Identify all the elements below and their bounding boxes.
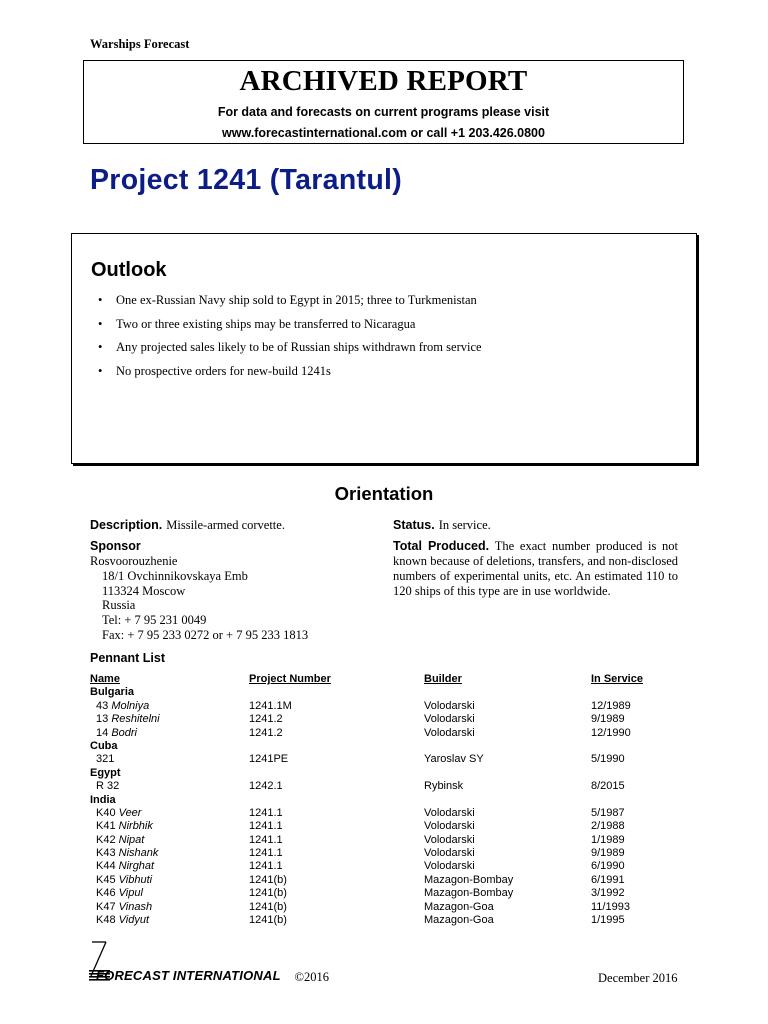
country-name: India bbox=[90, 793, 116, 806]
ship-name: Nirghat bbox=[118, 860, 155, 873]
pennant-number: R 32 bbox=[96, 780, 120, 793]
publication-header: Warships Forecast bbox=[90, 37, 190, 51]
outlook-list bbox=[95, 293, 482, 387]
country-name: Egypt bbox=[90, 766, 121, 779]
bullet-icon: • bbox=[98, 293, 103, 307]
in-service-cell: 1/1989 bbox=[591, 833, 625, 846]
project-number-cell: 1241(b) bbox=[249, 873, 287, 886]
sponsor-block bbox=[90, 539, 308, 643]
pennant-number: 13 bbox=[96, 713, 109, 726]
builder-cell: Volodarski bbox=[424, 833, 475, 846]
sponsor-address bbox=[90, 554, 308, 643]
outlook-item-text: Any projected sales likely to be of Russian ships withdrawn from service bbox=[116, 340, 482, 354]
ship-name: Veer bbox=[118, 806, 142, 819]
outlook-item-text: One ex-Russian Navy ship sold to Egypt in 2015; three to Turkmenistan bbox=[116, 293, 477, 307]
pennant-number: K48 bbox=[96, 914, 116, 927]
bullet-icon: • bbox=[98, 316, 103, 331]
ship-name-cell bbox=[90, 874, 152, 887]
project-number-cell: 1241.1 bbox=[249, 820, 283, 833]
ship-name: Vidyut bbox=[118, 914, 150, 927]
project-number-cell: 1241.1M bbox=[249, 699, 292, 712]
project-number-cell: 1242.1 bbox=[249, 780, 283, 793]
in-service-cell: 3/1992 bbox=[591, 887, 625, 900]
pennant-number: K41 bbox=[96, 820, 116, 833]
builder-cell: Volodarski bbox=[424, 860, 475, 873]
column-header-name: Name bbox=[90, 673, 120, 685]
project-number-cell: 1241.2 bbox=[249, 713, 283, 726]
sponsor-line: 18/1 Ovchinnikovskaya Emb bbox=[102, 568, 248, 583]
project-number-cell: 1241.1 bbox=[249, 847, 283, 860]
description-field bbox=[90, 516, 285, 534]
ship-name-cell bbox=[90, 834, 144, 847]
in-service-cell: 6/1990 bbox=[591, 860, 625, 873]
sponsor-line: Rosvoorouzhenie bbox=[90, 554, 178, 568]
status-label: Status. bbox=[393, 518, 435, 532]
builder-cell: Volodarski bbox=[424, 713, 475, 726]
pennant-number: K47 bbox=[96, 900, 116, 913]
description-value: Missile-armed corvette. bbox=[166, 518, 285, 532]
total-produced-label: Total Produced. bbox=[393, 539, 490, 553]
project-number-cell: 1241.2 bbox=[249, 726, 283, 739]
ship-name: Nishank bbox=[118, 847, 159, 860]
in-service-cell: 9/1989 bbox=[591, 847, 625, 860]
pennant-list-heading: Pennant List bbox=[90, 651, 166, 665]
in-service-cell: 5/1990 bbox=[591, 753, 625, 766]
pennant-number: K45 bbox=[96, 873, 116, 886]
column-header-project-number: Project Number bbox=[249, 673, 331, 685]
ship-name-cell bbox=[90, 713, 160, 726]
pennant-number: K46 bbox=[96, 887, 116, 900]
in-service-cell: 6/1991 bbox=[591, 873, 625, 886]
ship-name-cell bbox=[90, 914, 149, 927]
ship-name: Reshitelni bbox=[111, 713, 160, 726]
ship-name-cell bbox=[90, 860, 154, 873]
project-number-cell: 1241.1 bbox=[249, 806, 283, 819]
in-service-cell: 2/1988 bbox=[591, 820, 625, 833]
ship-name-cell bbox=[90, 727, 137, 740]
outlook-item bbox=[95, 293, 482, 308]
archived-report-box bbox=[83, 60, 684, 144]
project-number-cell: 1241PE bbox=[249, 753, 289, 766]
sponsor-line: Fax: + 7 95 233 0272 or + 7 95 233 1813 bbox=[102, 627, 309, 642]
outlook-item-text: No prospective orders for new-build 1241s bbox=[116, 363, 331, 378]
builder-cell: Volodarski bbox=[424, 726, 475, 739]
builder-cell: Mazagon-Bombay bbox=[424, 873, 514, 886]
total-produced-value: The exact number produced is not known because of deletions, transfers, and non-disclosed numbers of experimental units, etc. An estimated 110 to 120 ships of this type are in use worldwide. bbox=[393, 539, 678, 598]
pennant-number: K40 bbox=[96, 806, 116, 819]
status-value: In service. bbox=[438, 518, 491, 532]
ship-name: Vipul bbox=[118, 887, 143, 900]
logo-wordmark: FORECAST INTERNATIONAL bbox=[96, 968, 281, 983]
ship-name: Nirbhik bbox=[118, 820, 153, 833]
outlook-item bbox=[95, 340, 482, 355]
ship-name-cell bbox=[90, 887, 143, 900]
ship-name-cell bbox=[90, 820, 153, 833]
page-title: Project 1241 (Tarantul) bbox=[90, 164, 403, 196]
project-number-cell: 1241(b) bbox=[249, 900, 287, 913]
builder-cell: Volodarski bbox=[424, 806, 475, 819]
ship-name: Vinash bbox=[118, 900, 153, 913]
report-date: December 2016 bbox=[598, 971, 678, 985]
project-number-cell: 1241(b) bbox=[249, 914, 287, 927]
column-header-builder: Builder bbox=[424, 673, 462, 685]
archive-notice-text: For data and forecasts on current programs please visit bbox=[217, 105, 550, 119]
column-header-in-service: In Service bbox=[591, 673, 643, 685]
in-service-cell: 12/1989 bbox=[591, 699, 631, 712]
orientation-heading: Orientation bbox=[334, 483, 434, 504]
builder-cell: Mazagon-Bombay bbox=[424, 887, 514, 900]
copyright-text: ©2016 bbox=[294, 970, 329, 984]
pennant-number: K42 bbox=[96, 833, 116, 846]
bullet-icon: • bbox=[98, 340, 103, 354]
in-service-cell: 5/1987 bbox=[591, 806, 625, 819]
ship-name-cell bbox=[90, 847, 158, 860]
pennant-number: 43 bbox=[96, 699, 109, 712]
bullet-icon: • bbox=[98, 363, 103, 378]
builder-cell: Yaroslav SY bbox=[424, 753, 484, 766]
builder-cell: Rybinsk bbox=[424, 780, 464, 793]
archive-contact-text: www.forecastinternational.com or call +1 203.426.0800 bbox=[222, 126, 545, 140]
logo-text bbox=[96, 968, 281, 983]
ship-name-cell bbox=[90, 901, 152, 914]
archived-report-title: ARCHIVED REPORT bbox=[239, 65, 528, 97]
project-number-cell: 1241(b) bbox=[249, 887, 287, 900]
pennant-number: K43 bbox=[96, 847, 116, 860]
pennant-number: K44 bbox=[96, 860, 116, 873]
project-number-cell: 1241.1 bbox=[249, 833, 283, 846]
ship-name-cell bbox=[90, 807, 141, 820]
builder-cell: Volodarski bbox=[424, 699, 475, 712]
ship-name: Nipat bbox=[118, 833, 145, 846]
description-label: Description. bbox=[90, 518, 163, 532]
project-number-cell: 1241.1 bbox=[249, 860, 283, 873]
sponsor-label: Sponsor bbox=[90, 539, 141, 553]
builder-cell: Mazagon-Goa bbox=[424, 900, 494, 913]
in-service-cell: 1/1995 bbox=[591, 914, 625, 927]
status-field bbox=[393, 516, 491, 534]
sponsor-line: 113324 Moscow bbox=[102, 583, 186, 598]
forecast-international-logo bbox=[88, 938, 332, 986]
pennant-number: 14 bbox=[96, 726, 109, 739]
outlook-item bbox=[95, 364, 482, 379]
builder-cell: Mazagon-Goa bbox=[424, 914, 494, 927]
ship-name: Bodri bbox=[111, 726, 137, 739]
in-service-cell: 8/2015 bbox=[591, 780, 625, 793]
total-produced-field bbox=[393, 539, 678, 599]
ship-name-cell bbox=[90, 700, 149, 713]
in-service-cell: 9/1989 bbox=[591, 713, 625, 726]
in-service-cell: 11/1993 bbox=[591, 900, 630, 913]
builder-cell: Volodarski bbox=[424, 820, 475, 833]
builder-cell: Volodarski bbox=[424, 847, 475, 860]
country-name: Bulgaria bbox=[90, 686, 135, 699]
country-name: Cuba bbox=[90, 739, 118, 752]
outlook-item-text: Two or three existing ships may be transferred to Nicaragua bbox=[116, 316, 416, 331]
pennant-number: 321 bbox=[96, 753, 115, 766]
ship-name-cell bbox=[90, 753, 114, 766]
in-service-cell: 12/1990 bbox=[591, 726, 631, 739]
sponsor-line: Russia bbox=[102, 598, 136, 613]
outlook-box bbox=[71, 233, 697, 464]
sponsor-line: Tel: + 7 95 231 0049 bbox=[102, 613, 207, 628]
ship-name: Vibhuti bbox=[118, 873, 153, 886]
outlook-heading: Outlook bbox=[91, 259, 167, 281]
ship-name: Molniya bbox=[111, 699, 150, 712]
outlook-item bbox=[95, 317, 482, 332]
ship-name-cell bbox=[90, 780, 119, 793]
